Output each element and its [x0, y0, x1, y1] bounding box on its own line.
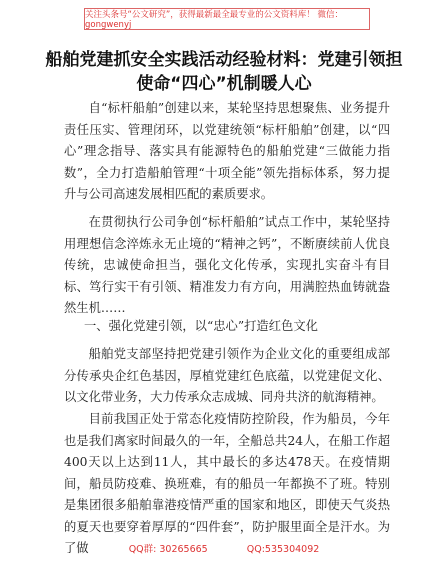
footer-qq: QQ:535304092: [246, 544, 320, 555]
paragraph-section-2: 目前我国正处于常态化疫情防控阶段，作为船员，今年也是我们离家时间最久的一年，全船总共24人，在船工作超400天以上达到11人，其中最长的多达478天。在疫情期间，船员防疫难、换班难，有的船员一年都换不了班。特别是集团很多船舶靠港疫情严重的国家和地区，即使天气炎热的夏天也要穿着厚厚的“四件套”，防护服里面全是汗水。为了做: [64, 412, 390, 555]
section-heading: 一、强化党建引领，以“忠心”打造红色文化: [84, 319, 318, 333]
promo-banner: 关注头条号“公文研究”，获得最新最全最专业的公文资料库！ 微信：gongwenyj: [84, 8, 370, 30]
paragraph-section-1: 船舶党支部坚持把党建引领作为企业文化的重要组成部分传承央企红色基因，厚植党建红色底蕴，以党建促文化、以文化带业务，大力传承众志成城、同舟共济的航海精神。: [64, 347, 390, 404]
paragraph-background: 在贯彻执行公司争创“标杆船舶”试点工作中，某轮坚持用理想信念淬炼永无止境的“精神之钙”，不断赓续前人优良传统，忠诚使命担当，强化文化传承，实现扎实奋斗有目标、笃行实干有引领、精准发力有方向，用满腔热血铸就盎然生机……: [64, 215, 390, 315]
footer-qq-group: QQ群: 30265665: [128, 544, 208, 555]
page-footer: [0, 541, 448, 555]
paragraph-intro: 自“标杆船舶”创建以来，某轮坚持思想聚焦、业务提升责任压实、管理闭环，以党建统领“标杆船舶”创建，以“四心”理念指导、落实具有能源特色的船舶党建“三做能力指数”，全力打造船舶管理“十项全能”领先指标体系，努力提升与公司高速发展相匹配的素质要求。: [64, 101, 390, 201]
document-title: 船舶党建抓安全实践活动经验材料：党建引领担使命“四心”机制暖人心: [45, 50, 403, 94]
